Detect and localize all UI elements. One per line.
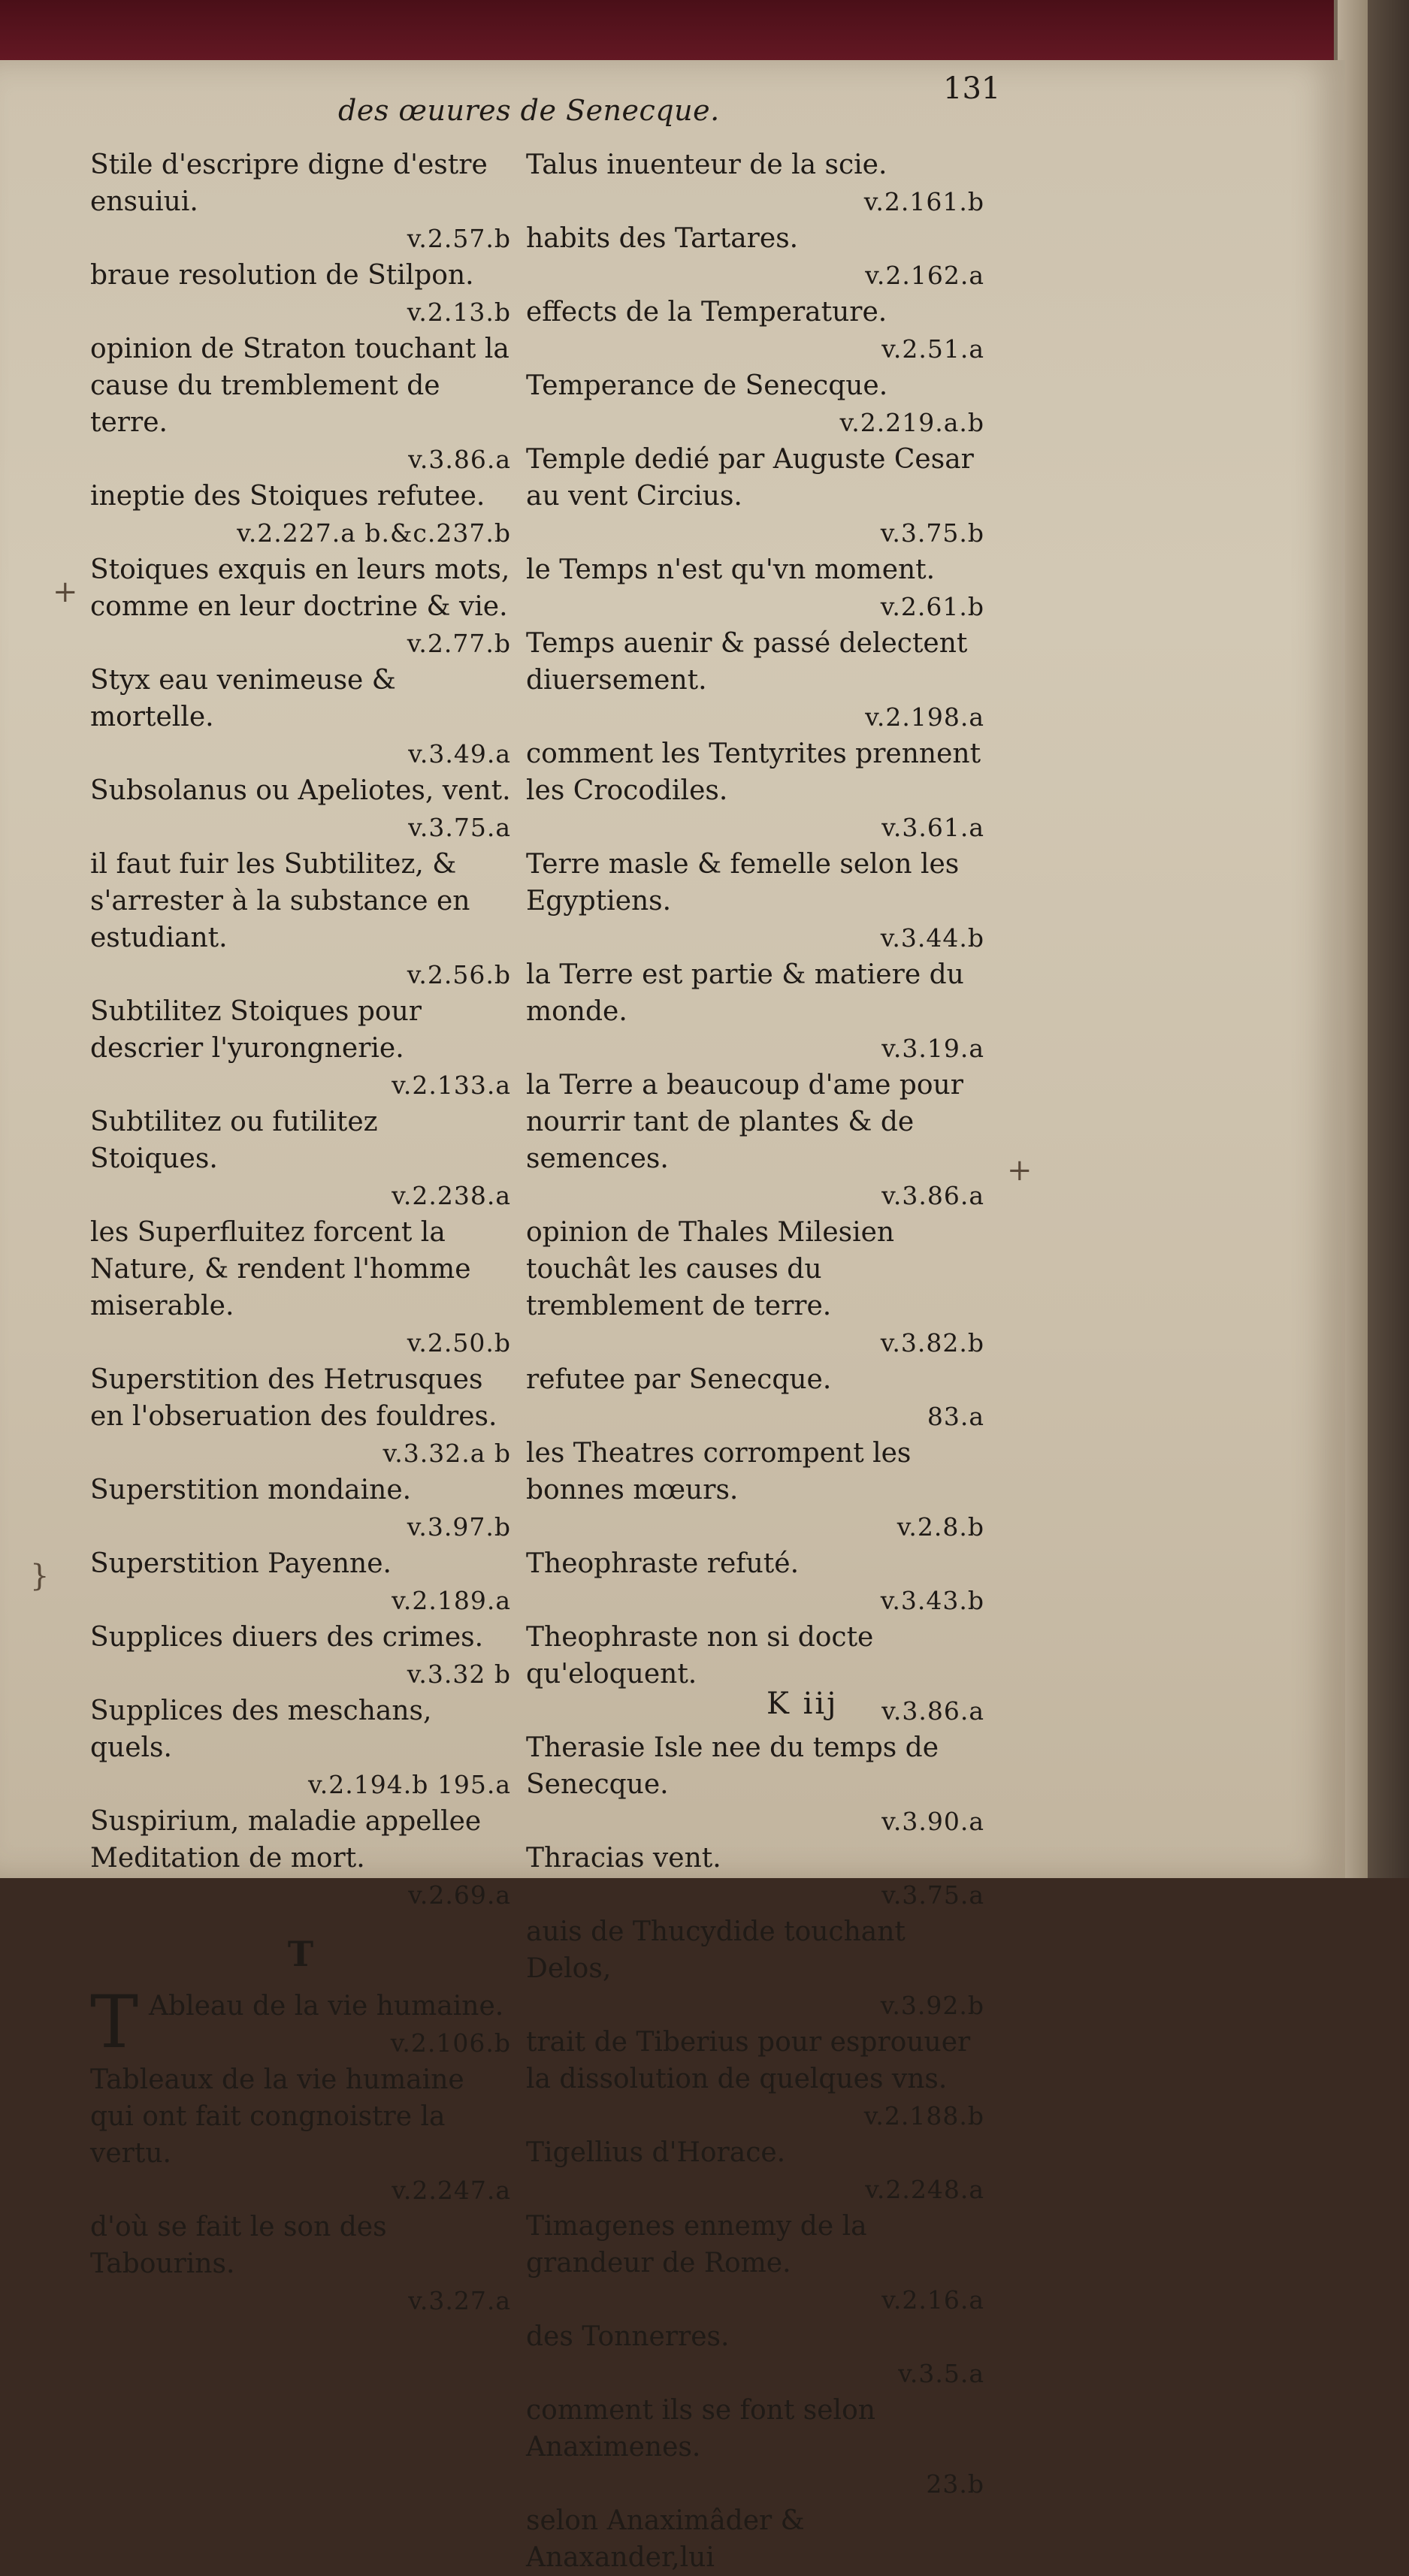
entry-text: Tableaux de la vie humaine qui ont fait congnoistre la vertu. <box>90 2064 464 2169</box>
index-entry <box>526 2024 984 2134</box>
entry-reference: v.2.69.a <box>408 1880 511 1910</box>
index-entry <box>90 551 511 662</box>
left-column <box>90 146 511 2319</box>
entry-reference: v.3.75.b <box>880 518 984 548</box>
entry-reference: v.2.238.a <box>392 1181 511 1210</box>
index-entry <box>90 1214 511 1361</box>
entry-text: Talus inuenteur de la scie. <box>526 149 887 180</box>
index-entry <box>526 2208 984 2318</box>
entry-text: Theophraste refuté. <box>526 1548 800 1579</box>
entry-text: Temps auenir & passé delectent diuersement. <box>526 628 968 696</box>
index-entry <box>90 1803 511 1913</box>
entry-reference: v.3.86.a <box>408 445 511 474</box>
entry-reference: v.2.51.a <box>881 334 984 364</box>
entry-reference: 23.b <box>926 2469 984 2499</box>
entry-reference: v.3.5.a <box>898 2359 984 2388</box>
entry-text: habits des Tartares. <box>526 223 799 254</box>
index-entry <box>90 662 511 772</box>
entry-text: Ableau de la vie humaine. <box>149 1991 504 2022</box>
index-entry <box>526 1619 984 1729</box>
entry-reference: v.3.75.a <box>881 1880 984 1910</box>
entry-text: Subtilitez ou futilitez Stoiques. <box>90 1107 378 1174</box>
entry-text: Theophraste non si docte qu'eloquent. <box>526 1622 874 1690</box>
index-entry <box>90 772 511 846</box>
index-entry <box>90 331 511 478</box>
entry-reference: v.2.77.b <box>407 629 511 658</box>
index-entry <box>90 993 511 1104</box>
index-entry <box>526 735 984 846</box>
entry-reference: v.3.27.a <box>408 2286 511 2315</box>
entry-text: les Theatres corrompent les bonnes mœurs. <box>526 1438 912 1505</box>
index-entry <box>526 2392 984 2502</box>
entry-reference: v.2.194.b 195.a <box>308 1770 511 1799</box>
index-entry <box>526 1545 984 1619</box>
entry-reference: v.2.189.a <box>392 1586 511 1615</box>
index-entry <box>526 441 984 551</box>
entry-reference: v.2.247.a <box>392 2176 511 2205</box>
entry-text: ineptie des Stoiques refutee. <box>90 481 485 512</box>
entry-reference: v.2.13.b <box>407 297 511 327</box>
entry-reference: v.3.86.a <box>881 1696 984 1726</box>
entry-reference: v.2.133.a <box>392 1071 511 1100</box>
entry-text: comment ils se font selon Anaximenes. <box>526 2395 875 2463</box>
entry-text: Styx eau venimeuse & mortelle. <box>90 665 396 732</box>
entry-reference: v.3.49.a <box>408 739 511 769</box>
entry-text: des Tonnerres. <box>526 2321 730 2352</box>
section-letter: T <box>287 1934 314 1974</box>
signature-mark: K iij <box>766 1687 839 1721</box>
entry-reference: v.3.86.a <box>881 1181 984 1210</box>
entry-text: selon Anaximâder & Anaxander,lui <box>526 2505 805 2573</box>
index-entry <box>526 1214 984 1361</box>
entry-reference: v.3.32.a b <box>382 1439 511 1468</box>
entry-reference: v.3.44.b <box>880 923 984 953</box>
entry-text: Therasie Isle nee du temps de Senecque. <box>526 1732 939 1800</box>
entry-reference: v.2.61.b <box>880 592 984 621</box>
entry-text: Suspirium, maladie appellee Meditation de mort. <box>90 1806 482 1874</box>
index-entry <box>526 2502 984 2576</box>
entry-reference: v.2.162.a <box>865 261 984 290</box>
index-entry <box>526 1361 984 1435</box>
margin-bracket-mark: } <box>30 1559 50 1593</box>
entry-text: auis de Thucydide touchant Delos, <box>526 1916 906 1984</box>
running-head: des œuures de Senecque. <box>338 94 720 127</box>
entry-reference: v.2.161.b <box>863 187 984 216</box>
entry-reference: v.3.92.b <box>880 1991 984 2020</box>
right-entries <box>526 146 984 2576</box>
entry-text: la Terre a beaucoup d'ame pour nourrir tant de plantes & de semences. <box>526 1070 963 1174</box>
entry-text: Subtilitez Stoiques pour descrier l'yurongnerie. <box>90 996 422 1064</box>
index-entry <box>526 220 984 294</box>
index-entry <box>90 146 511 257</box>
drop-capital: T <box>90 1980 139 2064</box>
entry-reference: v.3.43.b <box>880 1586 984 1615</box>
entry-text: comment les Tentyrites prennent les Crocodiles. <box>526 738 981 806</box>
entry-text: Temple dedié par Auguste Cesar au vent Circius. <box>526 444 974 512</box>
entry-text: les Superfluitez forcent la Nature, & rendent l'homme miserable. <box>90 1217 471 1321</box>
index-entry <box>90 2061 511 2209</box>
entry-text: Thracias vent. <box>526 1843 721 1874</box>
entry-text: Superstition mondaine. <box>90 1475 412 1505</box>
index-entry <box>526 625 984 735</box>
index-entry <box>526 1435 984 1545</box>
index-entry <box>526 1840 984 1913</box>
entry-text: trait de Tiberius pour esprouuer la dissolution de quelques vns. <box>526 2027 971 2094</box>
index-entry <box>90 478 511 551</box>
entry-text: Terre masle & femelle selon les Egyptiens. <box>526 849 960 917</box>
entry-reference: v.3.32 b <box>407 1659 511 1689</box>
entry-text: Subsolanus ou Apeliotes, vent. <box>90 775 511 806</box>
entry-text: Timagenes ennemy de la grandeur de Rome. <box>526 2211 867 2279</box>
right-column <box>526 146 984 2576</box>
entry-text: effects de la Temperature. <box>526 297 887 328</box>
entry-reference: v.2.188.b <box>863 2101 984 2131</box>
entry-text: Supplices des meschans, quels. <box>90 1696 432 1763</box>
entry-reference: v.2.198.a <box>865 702 984 732</box>
index-entry <box>526 1067 984 1214</box>
index-entry <box>90 1693 511 1803</box>
index-entry <box>526 2134 984 2208</box>
index-entry <box>526 551 984 625</box>
entry-reference: v.2.50.b <box>407 1328 511 1357</box>
margin-cross-mark: + <box>53 575 78 609</box>
entry-text: Supplices diuers des crimes. <box>90 1622 484 1653</box>
index-entry <box>526 956 984 1067</box>
index-entry <box>90 1472 511 1545</box>
entry-reference: v.3.75.a <box>408 813 511 842</box>
index-entry <box>90 2209 511 2319</box>
index-entry <box>526 1913 984 2024</box>
index-entry <box>526 846 984 956</box>
entry-reference: v.2.8.b <box>896 1512 984 1542</box>
entry-text: Superstition Payenne. <box>90 1548 392 1579</box>
index-entry <box>526 367 984 441</box>
entry-text: opinion de Straton touchant la cause du tremblement de terre. <box>90 334 509 438</box>
margin-cross-mark: + <box>1007 1153 1033 1188</box>
entry-text: Temperance de Senecque. <box>526 370 888 401</box>
entry-reference: v.3.19.a <box>881 1034 984 1063</box>
entry-reference: v.2.56.b <box>407 960 511 989</box>
entry-reference: 83.a <box>927 1402 984 1431</box>
entry-reference: v.2.16.a <box>881 2285 984 2315</box>
entry-reference: v.3.61.a <box>881 813 984 842</box>
left-t-entries <box>90 1980 511 2319</box>
index-entry <box>90 1545 511 1619</box>
index-entry <box>526 2318 984 2392</box>
entry-text: d'où se fait le son des Tabourins. <box>90 2212 387 2279</box>
index-entry <box>526 146 984 220</box>
entry-text: braue resolution de Stilpon. <box>90 260 474 291</box>
entry-reference: v.2.57.b <box>407 224 511 253</box>
entry-text: refutee par Senecque. <box>526 1364 832 1395</box>
index-entry <box>90 1361 511 1472</box>
entry-text: Superstition des Hetrusques en l'obseruation des fouldres. <box>90 1364 497 1432</box>
entry-reference: v.3.82.b <box>880 1328 984 1357</box>
entry-reference: v.2.106.b <box>390 2028 511 2058</box>
entry-text: il faut fuir les Subtilitez, & s'arrester à la substance en estudiant. <box>90 849 470 953</box>
page-number: 131 <box>943 71 1001 106</box>
entry-text: le Temps n'est qu'vn moment. <box>526 554 936 585</box>
left-entries <box>90 146 511 1913</box>
entry-reference: v.2.219.a.b <box>839 408 984 437</box>
index-entry <box>90 1619 511 1693</box>
index-entry <box>90 257 511 331</box>
entry-text: la Terre est partie & matiere du monde. <box>526 959 964 1027</box>
entry-reference: v.2.248.a <box>865 2175 984 2204</box>
index-entry <box>90 1980 511 2064</box>
entry-reference: v.3.97.b <box>407 1512 511 1542</box>
entry-text: opinion de Thales Milesien touchât les causes du tremblement de terre. <box>526 1217 895 1321</box>
entry-reference: v.3.90.a <box>881 1807 984 1836</box>
entry-text: Stoiques exquis en leurs mots, comme en leur doctrine & vie. <box>90 554 510 622</box>
index-entry <box>90 846 511 993</box>
entry-text: Stile d'escripre digne d'estre ensuiui. <box>90 149 488 217</box>
entry-reference: v.2.227.a b.&c.237.b <box>237 518 511 548</box>
index-entry <box>526 294 984 367</box>
entry-text: Tigellius d'Horace. <box>526 2137 786 2168</box>
index-entry <box>526 1729 984 1840</box>
index-entry <box>90 1104 511 1214</box>
